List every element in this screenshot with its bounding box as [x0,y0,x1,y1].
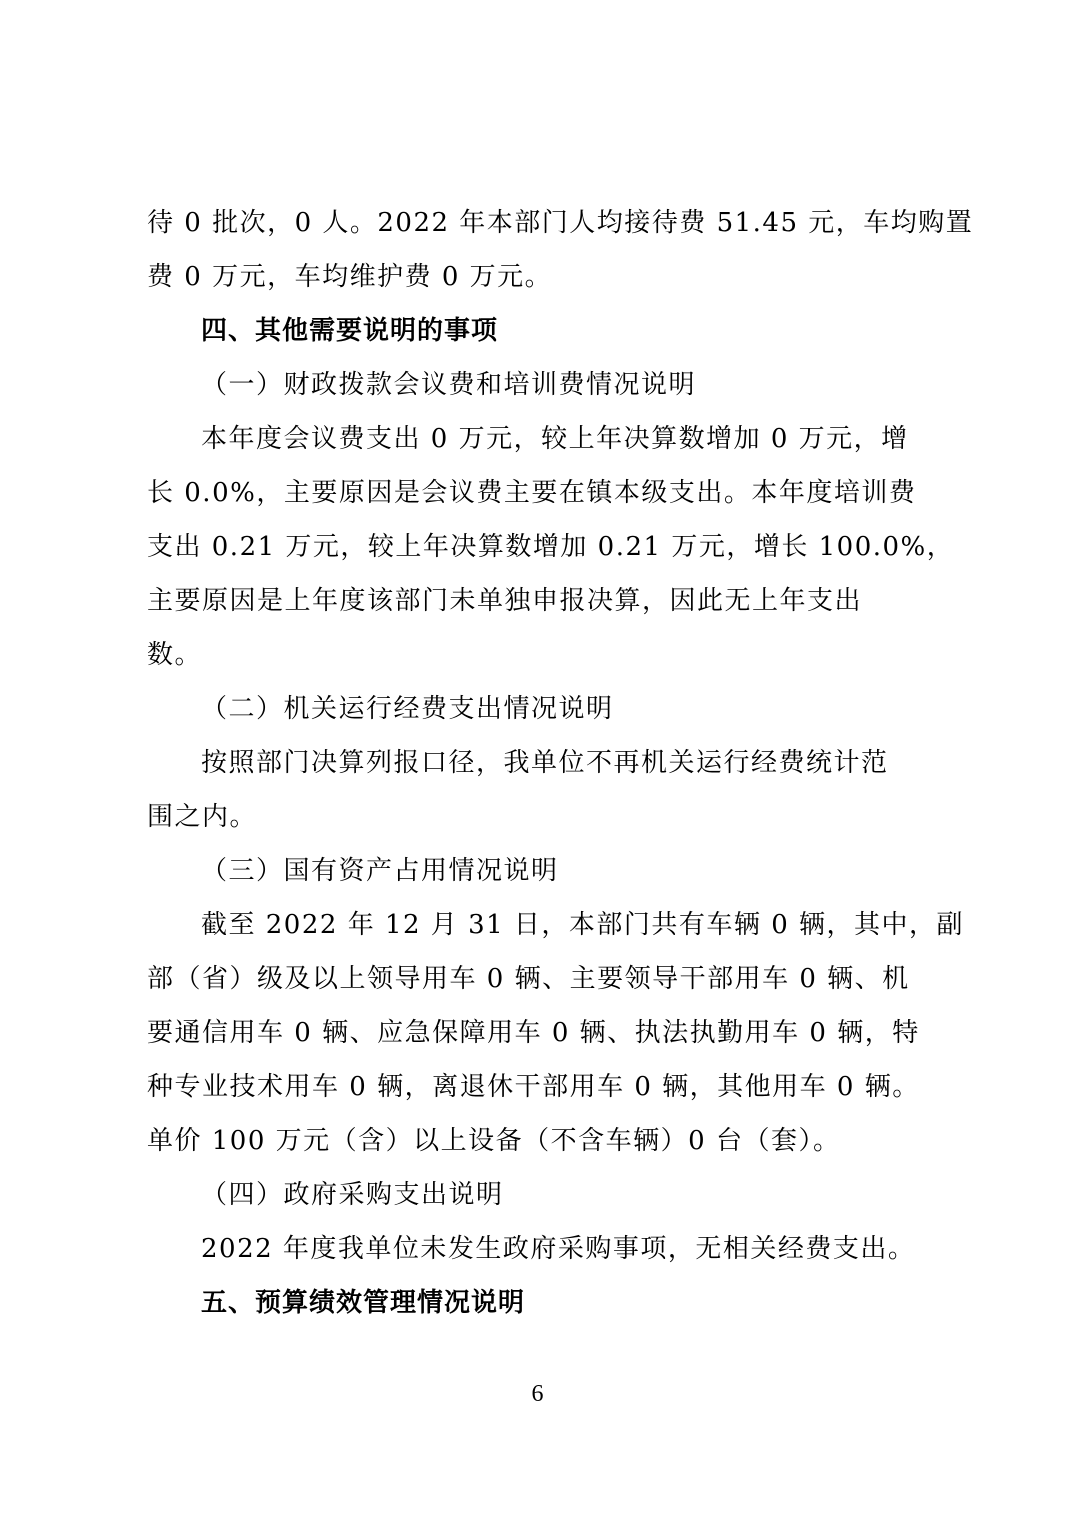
subsection-heading: （三）国有资产占用情况说明 [201,856,559,886]
page-number: 6 [531,1381,544,1407]
body-text-line: 截至 2022 年 12 月 31 日，本部门共有车辆 0 辆，其中，副 [201,910,964,940]
body-text-line: 费 0 万元，车均维护费 0 万元。 [147,262,553,292]
subsection-heading: （一）财政拨款会议费和培训费情况说明 [201,370,697,400]
subsection-heading: （二）机关运行经费支出情况说明 [201,694,614,724]
body-text-line: 部（省）级及以上领导用车 0 辆、主要领导干部用车 0 辆、机 [147,964,910,994]
body-text-line: 围之内。 [147,802,258,832]
body-text-line: 按照部门决算列报口径，我单位不再机关运行经费统计范 [201,748,889,778]
body-text-line: 主要原因是上年度该部门未单独申报决算，因此无上年支出 [147,586,863,616]
body-text-line: 数。 [147,640,203,670]
body-text-line: 单价 100 万元（含）以上设备（不含车辆）0 台（套）。 [147,1126,841,1156]
body-text-line: 待 0 批次，0 人。2022 年本部门人均接待费 51.45 元，车均购置 [147,208,974,238]
body-text-line: 本年度会议费支出 0 万元，较上年决算数增加 0 万元，增 [201,424,909,454]
section-heading: 五、预算绩效管理情况说明 [201,1288,526,1318]
body-text-line: 要通信用车 0 辆、应急保障用车 0 辆、执法执勤用车 0 辆，特 [147,1018,920,1048]
body-text-line: 2022 年度我单位未发生政府采购事项，无相关经费支出。 [201,1234,916,1264]
subsection-heading: （四）政府采购支出说明 [201,1180,504,1210]
body-text-line: 长 0.0%，主要原因是会议费主要在镇本级支出。本年度培训费 [147,478,917,508]
body-text-line: 支出 0.21 万元，较上年决算数增加 0.21 万元，增长 100.0%， [147,532,955,562]
section-heading: 四、其他需要说明的事项 [201,316,499,346]
body-text-line: 种专业技术用车 0 辆，离退休干部用车 0 辆，其他用车 0 辆。 [147,1072,920,1102]
